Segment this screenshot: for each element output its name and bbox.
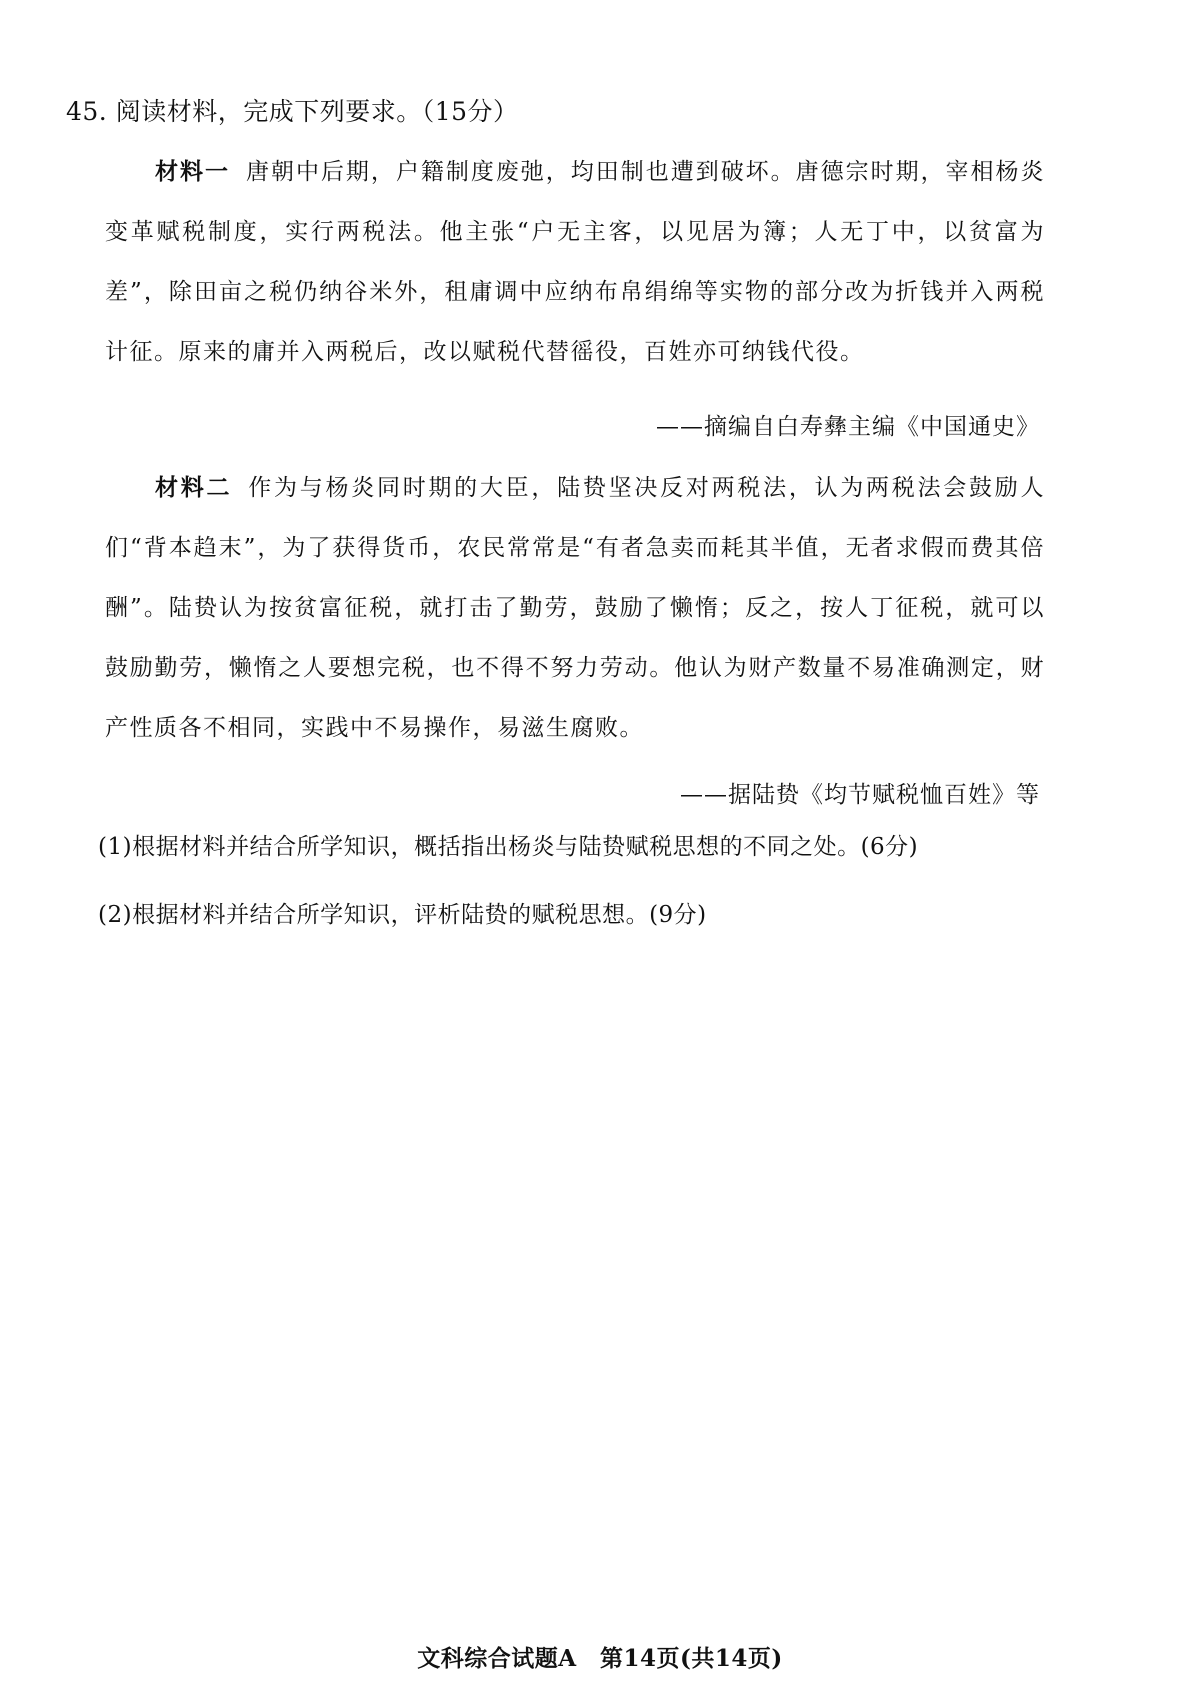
question-title: 45. 阅读材料，完成下列要求。（15分）	[66, 97, 519, 126]
material-one-text: 唐朝中后期，户籍制度废弛，均田制也遭到破坏。唐德宗时期，宰相杨炎变革赋税制度，实行两税法。他主张“户无主客，以见居为簿；人无丁中，以贫富为差”，除田亩之税仍纳谷米外，租庸调中应纳布帛绢绵等实物的部分改为折钱并入两税计征。原来的庸并入两税后，改以赋税代替徭役，百姓亦可纳钱代役。	[105, 159, 1046, 365]
material-two-label: 材料二	[155, 474, 233, 501]
material-two	[105, 458, 1045, 758]
material-one	[105, 142, 1045, 382]
material-two-text: 作为与杨炎同时期的大臣，陆贽坚决反对两税法，认为两税法会鼓励人们“背本趋末”，为了获得货币，农民常常是“有者急卖而耗其半值，无者求假而费其倍酬”。陆贽认为按贫富征税，就打击了勤劳，鼓励了懒惰；反之，按人丁征税，就可以鼓励勤劳，懒惰之人要想完税，也不得不努力劳动。他认为财产数量不易准确测定，财产性质各不相同，实践中不易操作，易滋生腐败。	[105, 475, 1046, 741]
sub-question-2: (2)根据材料并结合所学知识，评析陆贽的赋税思想。(9分)	[98, 902, 707, 928]
material-one-source: ——摘编自白寿彝主编《中国通史》	[656, 414, 1040, 440]
page-footer: 文科综合试题A 第14页(共14页)	[417, 1645, 783, 1672]
sub-question-1: (1)根据材料并结合所学知识，概括指出杨炎与陆贽赋税思想的不同之处。(6分)	[98, 834, 919, 860]
material-one-label: 材料一	[155, 158, 230, 185]
material-two-source: ——据陆贽《均节赋税恤百姓》等	[680, 782, 1040, 808]
